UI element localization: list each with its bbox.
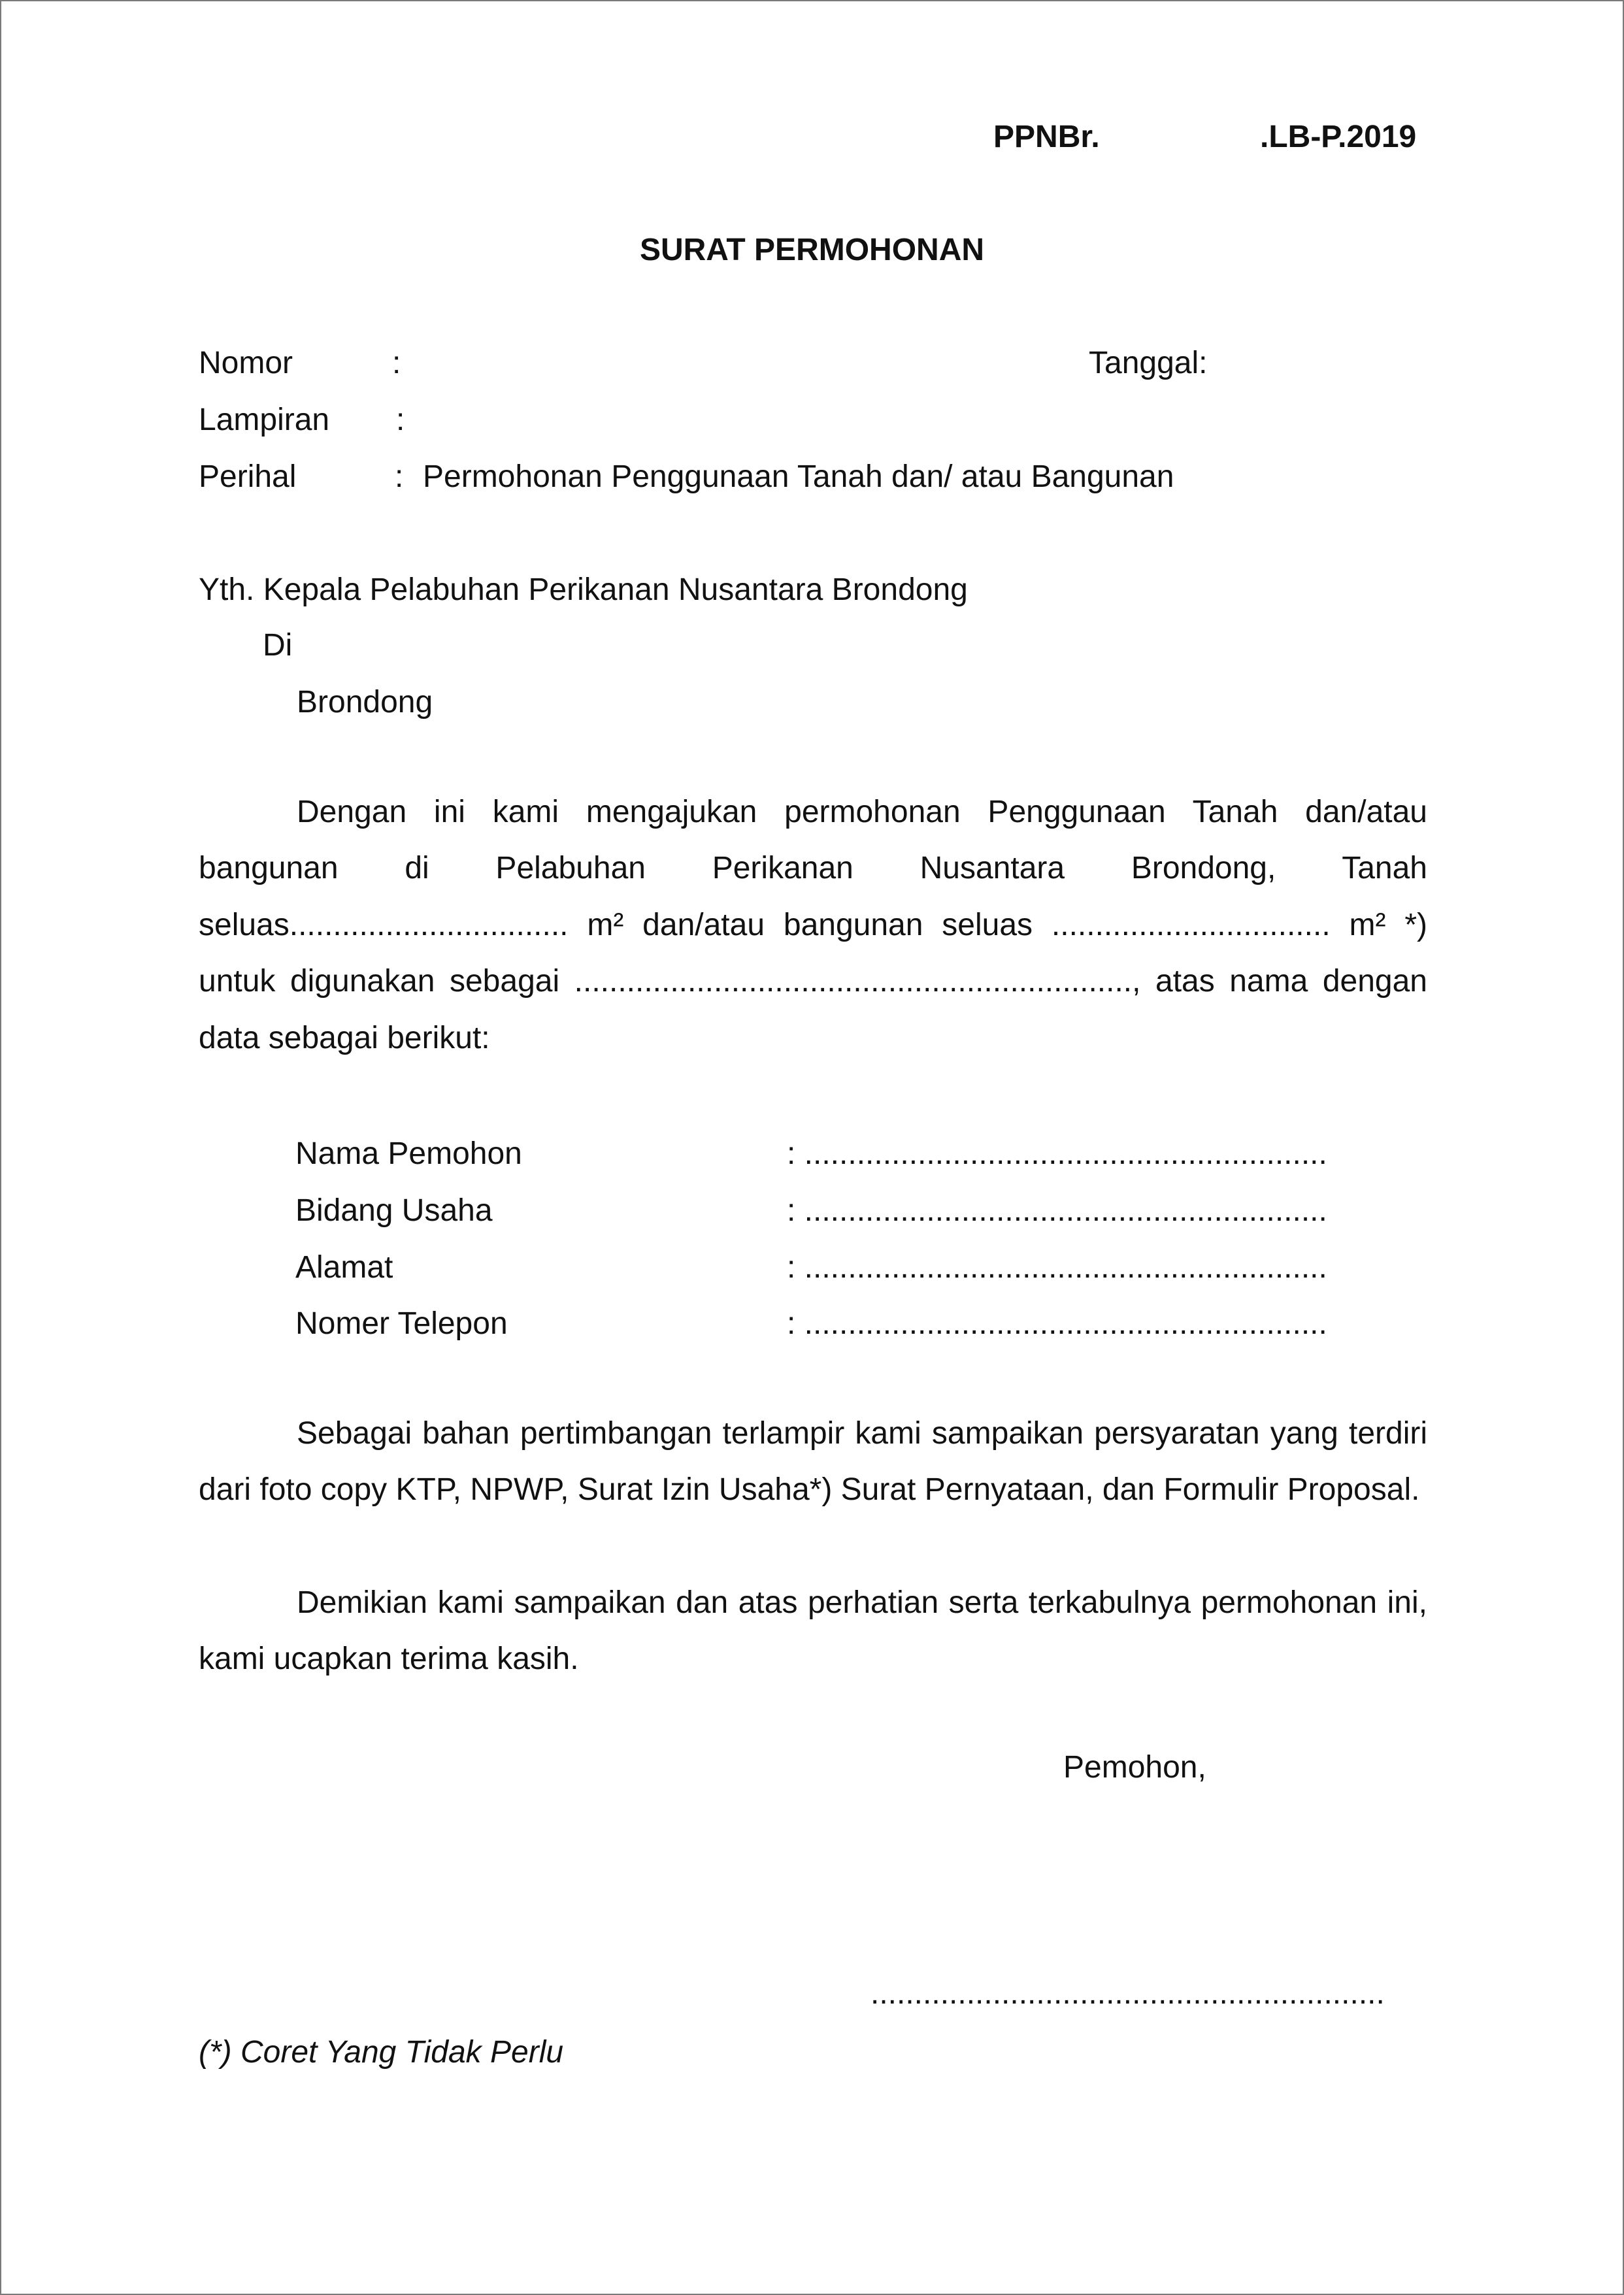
- field-value-nomer-telepon: : ............................................................: [787, 1306, 1327, 1341]
- address-city: Brondong: [297, 685, 433, 719]
- signature-line: ...........................................................: [870, 1976, 1385, 2011]
- field-label-bidang-usaha: Bidang Usaha: [295, 1193, 493, 1228]
- paragraph-closing: [199, 1575, 1427, 1688]
- field-label-nama-pemohon: Nama Pemohon: [295, 1136, 522, 1171]
- paragraph-request-text: Dengan ini kami mengajukan permohonan Penggunaan Tanah dan/atau bangunan di Pelabuhan Perikanan Nusantara Brondong, Tanah seluas................................ m² dan/atau bangunan seluas ................................ m² *) untuk digunakan sebagai ................................................................, atas nama dengan data sebagai berikut:: [199, 795, 1427, 1055]
- perihal-colon: :: [395, 459, 404, 494]
- address-di: Di: [263, 628, 293, 663]
- nomor-colon: :: [392, 346, 401, 380]
- perihal-value: Permohonan Penggunaan Tanah dan/ atau Bangunan: [423, 459, 1174, 494]
- paragraph-requirements: [199, 1406, 1427, 1519]
- field-label-nomer-telepon: Nomer Telepon: [295, 1306, 508, 1341]
- nomor-label: Nomor: [199, 346, 293, 380]
- lampiran-colon: :: [396, 403, 405, 437]
- address-recipient: Yth. Kepala Pelabuhan Perikanan Nusantara Brondong: [199, 572, 968, 607]
- perihal-label: Perihal: [199, 459, 297, 494]
- paragraph-closing-text: Demikian kami sampaikan dan atas perhatian serta terkabulnya permohonan ini, kami ucapkan terima kasih.: [199, 1585, 1427, 1677]
- signature-label: Pemohon,: [1063, 1750, 1206, 1785]
- field-value-bidang-usaha: : ............................................................: [787, 1193, 1327, 1228]
- paragraph-request: [199, 784, 1427, 1066]
- ref-number-prefix: PPNBr.: [993, 120, 1100, 154]
- document-title: SURAT PERMOHONAN: [639, 233, 985, 267]
- field-value-nama-pemohon: : ............................................................: [787, 1136, 1327, 1171]
- paragraph-requirements-text: Sebagai bahan pertimbangan terlampir kami sampaikan persyaratan yang terdiri dari foto copy KTP, NPWP, Surat Izin Usaha*) Surat Pernyataan, dan Formulir Proposal.: [199, 1416, 1427, 1508]
- ref-number-suffix: .LB-P.2019: [1260, 120, 1417, 154]
- lampiran-label: Lampiran: [199, 403, 330, 437]
- field-value-alamat: : ............................................................: [787, 1250, 1327, 1285]
- tanggal-label: Tanggal:: [1089, 346, 1208, 380]
- footnote: (*) Coret Yang Tidak Perlu: [199, 2035, 564, 2070]
- field-label-alamat: Alamat: [295, 1250, 393, 1285]
